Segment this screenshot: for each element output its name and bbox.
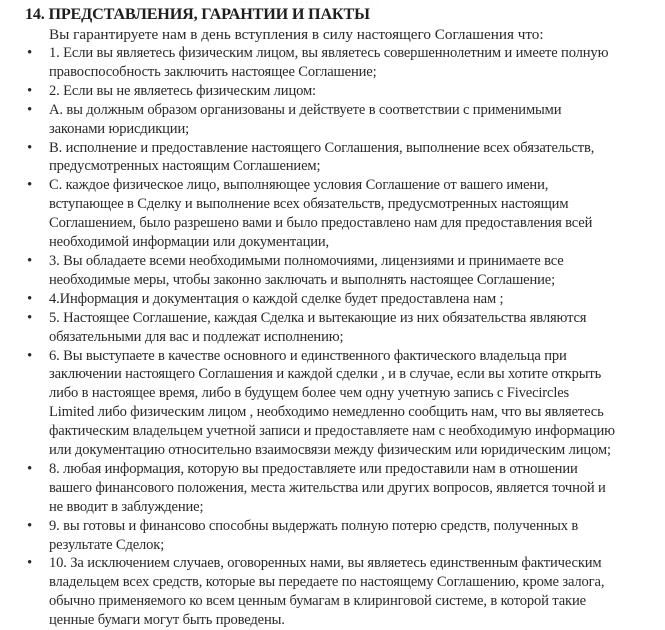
list-item-line: правоспособность заключить настоящее Соглашение;: [49, 63, 377, 80]
bullet-icon: •: [27, 45, 33, 61]
list-item-line: не вводит в заблуждение;: [49, 498, 204, 515]
list-item-line: заключении настоящего Соглашения и каждой сделки , и в случае, если вы хотите открыть: [49, 366, 602, 383]
bullet-icon: •: [27, 290, 33, 307]
bullet-icon: •: [27, 517, 33, 534]
list-item-line: Limited либо физическим лицом , необходимо немедленно сообщить нам, что вы являетесь: [49, 404, 604, 421]
list-item-line: 5. Настоящее Соглашение, каждая Сделка и вытекающие из них обязательства являются: [49, 309, 587, 326]
list-item-line: предусмотренных настоящим Соглашением;: [49, 158, 321, 175]
bullet-icon: •: [27, 347, 33, 364]
list-item-line: вашего финансового положения, места жительства или других вопросов, является точной и: [49, 479, 606, 496]
list-item-line: 8. любая информация, которую вы предоставляете или предоставили нам в отношении: [49, 460, 578, 477]
list-item: [0, 309, 665, 347]
bullet-icon: •: [27, 177, 33, 194]
list-item: [0, 139, 665, 177]
bullet-icon: •: [27, 309, 33, 326]
list-item: [0, 82, 665, 101]
list-item-line: А. вы должным образом организованы и действуете в соответствии с применимыми: [49, 101, 562, 118]
bullet-icon: •: [27, 101, 33, 118]
list-item-line: результате Сделок;: [49, 536, 165, 553]
list-item-line: обязательными для вас и подлежат исполнению;: [49, 328, 344, 345]
list-item-line: С. каждое физическое лицо, выполняющее условия Соглашение от вашего имени,: [49, 177, 549, 194]
list-item: [0, 176, 665, 252]
list-item: [0, 460, 665, 517]
list-item-line: необходимые меры, чтобы законно заключать и выполнять настоящее Соглашение;: [49, 271, 555, 288]
list-item-line: 9. вы готовы и финансово способны выдержать полную потерю средств, полученных в: [49, 517, 579, 534]
list-item-line: 4.Информация и документация о каждой сделке будет предоставлена нам ;: [49, 290, 504, 307]
list-item: [0, 44, 665, 82]
list-item-line: вступающее в Сделку и выполнение всех обязательств, предусмотренных настоящим: [49, 196, 569, 213]
bullet-icon: •: [27, 139, 33, 156]
list-item-line: или документацию относительно взаимосвязи между физическим или юридическим лицом;: [49, 442, 611, 459]
list-item-line: Соглашением, было разрешено вами и было предоставлено нам для предоставления всей: [49, 215, 593, 232]
bullet-icon: •: [27, 82, 33, 99]
warranty-list: [0, 44, 665, 630]
list-item: [0, 517, 665, 555]
section-heading: 14. ПРЕДСТАВЛЕНИЯ, ГАРАНТИИ И ПАКТЫ: [25, 5, 370, 23]
list-item: [0, 101, 665, 139]
list-item-line: владельцем всех средств, которые вы передаете по настоящему Соглашению, кроме залога,: [49, 574, 605, 591]
list-item: [0, 554, 665, 630]
list-item-line: 1. Если вы являетесь физическим лицом, вы являетесь совершеннолетним и имеете полную: [49, 45, 609, 61]
list-item-line: необходимой информации или документации,: [49, 234, 330, 251]
list-item-line: В. исполнение и предоставление настоящего Соглашения, выполнение всех обязательств,: [49, 139, 595, 156]
bullet-icon: •: [27, 252, 33, 269]
bullet-icon: •: [27, 460, 33, 477]
list-item-line: ценные бумаги могут быть проведены.: [49, 612, 285, 629]
list-item-line: фактическим владельцем учетной записи и предоставляете нам с необходимую информацию: [49, 423, 615, 440]
list-item-line: 6. Вы выступаете в качестве основного и единственного фактического владельца при: [49, 347, 567, 364]
watermark: · · · · · · · · · · · · · · · · · · · · · · · · · · · ·: [240, 0, 380, 6]
bullet-icon: •: [27, 555, 33, 572]
list-item-line: 10. За исключением случаев, оговоренных нами, вы являетесь единственным фактическим: [49, 555, 602, 572]
list-item-line: 2. Если вы не являетесь физическим лицом:: [49, 82, 316, 99]
list-item-line: обычно применяемого ко всем ценным бумагам в клиринговой системе, в которой такие: [49, 593, 586, 610]
list-item-line: либо в настоящее время, либо в будущем более чем одну учетную запись с Fivecircles: [49, 385, 570, 402]
list-item: [0, 347, 665, 460]
list-item: [0, 290, 665, 309]
list-item-line: законами юрисдикции;: [49, 120, 190, 137]
intro-text: Вы гарантируете нам в день вступления в силу настоящего Соглашения что:: [49, 26, 544, 43]
list-item-line: 3. Вы обладаете всеми необходимыми полномочиями, лицензиями и принимаете все: [49, 252, 564, 269]
list-item: [0, 252, 665, 290]
